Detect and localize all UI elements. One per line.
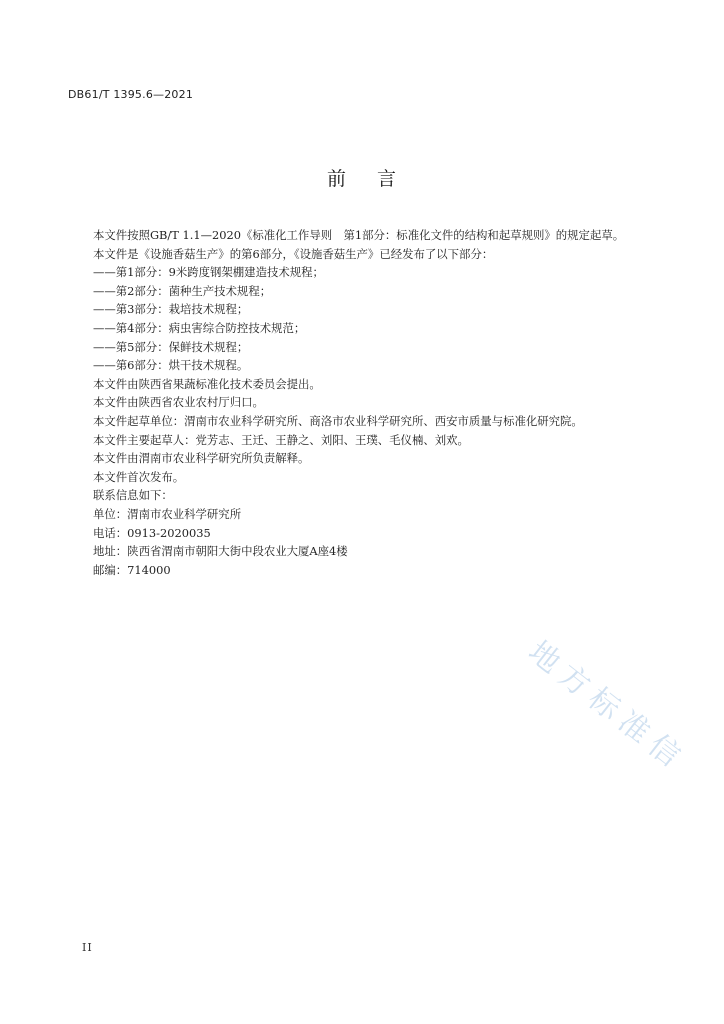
paragraph-drafting-units: 本文件起草单位：渭南市农业科学研究所、商洛市农业科学研究所、西安市质量与标准化研究院。: [93, 413, 583, 428]
paragraph-series-intro: 本文件是《设施香菇生产》的第6部分，《设施香菇生产》已经发布了以下部分：: [93, 246, 494, 261]
paragraph-contact-heading: 联系信息如下：: [93, 488, 173, 503]
paragraph-first-release: 本文件首次发布。: [93, 469, 185, 484]
page-number: II: [82, 941, 93, 954]
contact-phone: 电话：0913-2020035: [93, 525, 211, 540]
list-item-part-4: ——第4部分：病虫害综合防控技术规范；: [93, 320, 306, 335]
page-title: [0, 164, 724, 191]
list-item-part-3: ——第3部分：栽培技术规程；: [93, 302, 249, 317]
paragraph-drafters: 本文件主要起草人：党芳志、王迁、王静之、刘阳、王璞、毛仪楠、刘欢。: [93, 432, 469, 447]
list-item-part-5: ——第5部分：保鲜技术规程；: [93, 339, 249, 354]
contact-address: 地址：陕西省渭南市朝阳大街中段农业大厦A座4楼: [93, 544, 348, 559]
list-item-part-6: ——第6部分：烘干技术规程。: [93, 358, 249, 373]
title-char-1: 前: [326, 168, 347, 190]
watermark: 地方标准信: [521, 634, 693, 779]
document-code: DB61/T 1395.6—2021: [68, 88, 194, 101]
title-char-2: 言: [377, 168, 398, 190]
list-item-part-1: ——第1部分：9米跨度钢架棚建造技术规程；: [93, 265, 324, 280]
paragraph-centralized: 本文件由陕西省农业农村厅归口。: [93, 395, 264, 410]
foreword-body: [70, 226, 640, 579]
paragraph-interpretation: 本文件由渭南市农业科学研究所负责解释。: [93, 451, 310, 466]
paragraph-drafting-rules: 本文件按照GB/T 1.1—2020《标准化工作导则 第1部分：标准化文件的结构和起草规则》的规定起草。: [93, 228, 625, 242]
contact-postcode: 邮编：714000: [93, 562, 171, 577]
list-item-part-2: ——第2部分：菌种生产技术规程；: [93, 283, 272, 298]
paragraph-proposer: 本文件由陕西省果蔬标准化技术委员会提出。: [93, 376, 321, 391]
contact-unit: 单位：渭南市农业科学研究所: [93, 506, 242, 521]
